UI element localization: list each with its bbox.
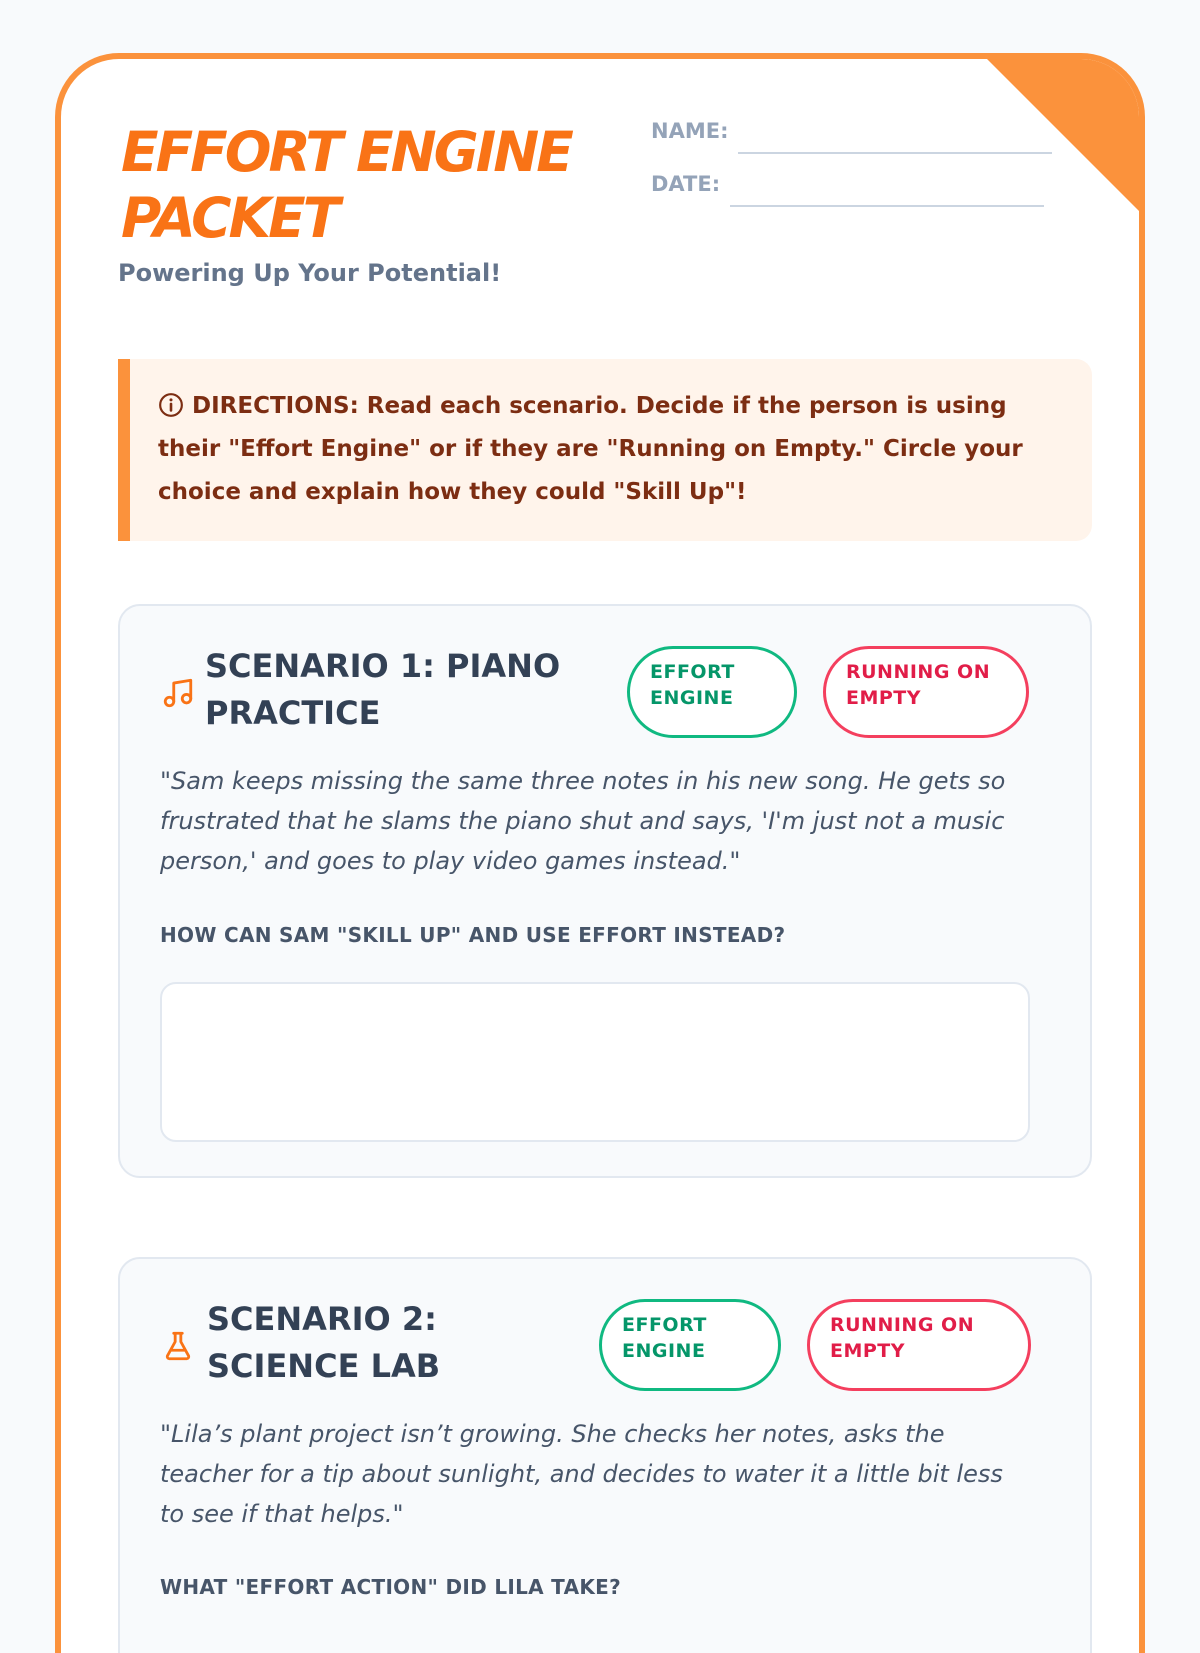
scenario-title: SCENARIO 1: PIANO PRACTICE — [205, 647, 561, 732]
name-line[interactable] — [738, 152, 1052, 154]
running-on-empty-choice[interactable]: RUNNING ON EMPTY — [823, 646, 1029, 738]
scenario-title: SCENARIO 2: SCIENCE LAB — [207, 1300, 441, 1385]
answer-box[interactable] — [160, 982, 1030, 1142]
scenario-card — [118, 1257, 1092, 1653]
scenario-quote: "Lila’s plant project isn’t growing. She checks her notes, asks the teacher for a tip about sunlight, and decides to water it a little bit less to see if that helps." — [160, 1420, 1003, 1528]
page-subtitle: Powering Up Your Potential! — [118, 259, 502, 287]
worksheet-page — [55, 53, 1145, 1653]
info-icon — [158, 392, 184, 418]
corner-fold — [987, 59, 1139, 211]
effort-engine-choice[interactable]: EFFORT ENGINE — [627, 646, 797, 738]
page-title: EFFORT ENGINE PACKET — [121, 120, 571, 250]
flask-icon — [161, 1329, 195, 1363]
music-note-icon — [161, 676, 195, 710]
date-line[interactable] — [730, 205, 1044, 207]
date-label: DATE: — [651, 172, 721, 196]
scenario-question: WHAT "EFFORT ACTION" DID LILA TAKE? — [160, 1575, 622, 1599]
directions-text: DIRECTIONS: Read each scenario. Decide if the person is using their "Effort Engine" or if they are "Running on Empty." Circle your choice and explain how they could "Skill Up"! — [158, 393, 1023, 505]
directions-box — [118, 359, 1092, 541]
name-label: NAME: — [651, 119, 729, 143]
scenario-card — [118, 604, 1092, 1178]
scenario-question: HOW CAN SAM "SKILL UP" AND USE EFFORT INSTEAD? — [160, 923, 786, 947]
scenario-quote: "Sam keeps missing the same three notes in his new song. He gets so frustrated that he slams the piano shut and says, 'I'm just not a music person,' and goes to play video games instead." — [160, 767, 1006, 875]
running-on-empty-choice[interactable]: RUNNING ON EMPTY — [807, 1299, 1031, 1391]
effort-engine-choice[interactable]: EFFORT ENGINE — [599, 1299, 781, 1391]
